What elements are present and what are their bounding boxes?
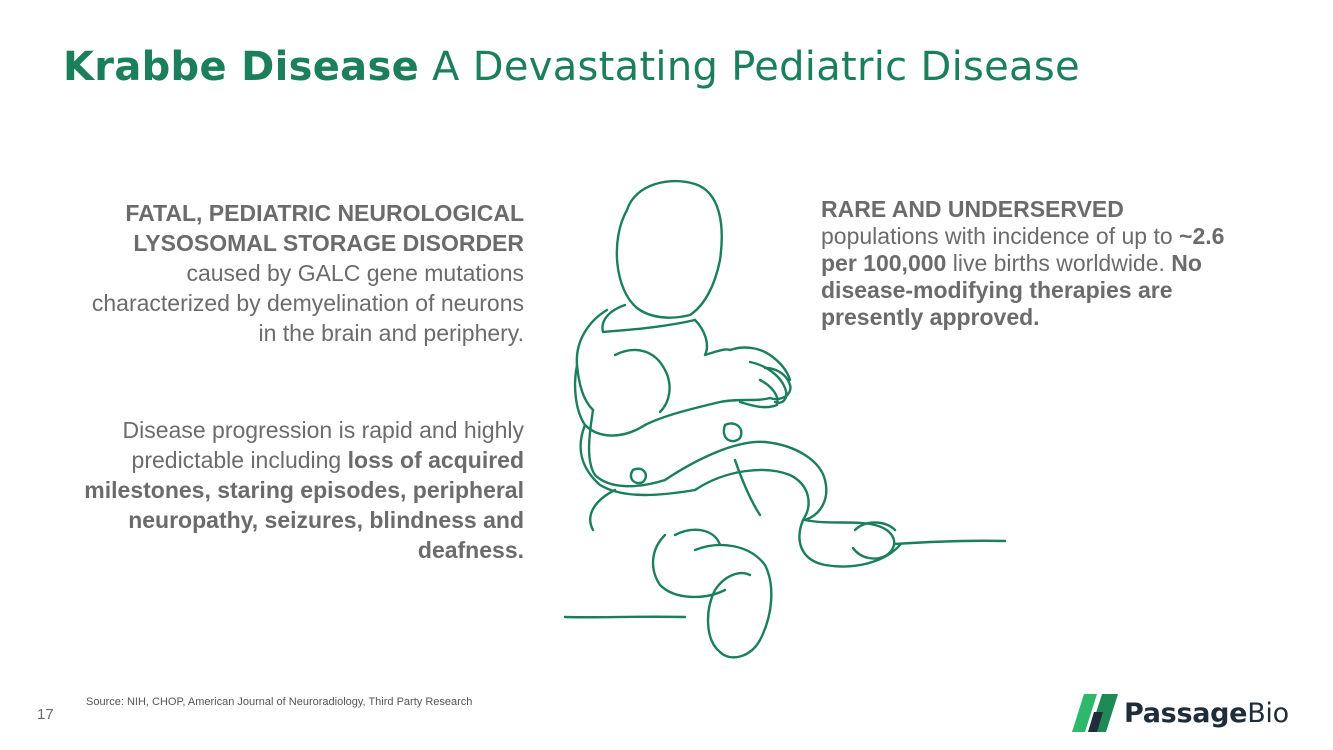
incidence-heading: RARE AND UNDERSERVED (821, 196, 1124, 222)
baby-line-drawing-icon (555, 170, 1015, 670)
logo-wordmark (1124, 698, 1289, 729)
progression-text: Disease progression is rapid and highly predictable including (122, 417, 524, 473)
logo-wordmark-bold: Passage (1124, 697, 1248, 729)
progression-symptoms: loss of acquired milestones, staring episodes, peripheral neuropathy, seizures, blindness and deafness. (84, 447, 524, 563)
incidence-text-1: populations with incidence of up to (821, 223, 1180, 249)
page-number: 17 (37, 706, 54, 723)
passage-bio-logo (1072, 694, 1289, 732)
progression-description (80, 415, 524, 565)
passage-bio-logo-icon (1072, 694, 1118, 732)
disorder-description (80, 198, 524, 348)
slide-title (63, 44, 1080, 90)
disorder-text: caused by GALC gene mutations characterized by demyelination of neurons in the brain and periphery. (91, 260, 524, 346)
slide-title-rest: A Devastating Pediatric Disease (419, 44, 1080, 90)
incidence-stat: ~2.6 per 100,000 (821, 223, 1225, 276)
slide-title-bold: Krabbe Disease (63, 44, 420, 90)
incidence-text-2: live births worldwide. (946, 250, 1172, 276)
no-therapies-statement: No disease-modifying therapies are presently approved. (821, 250, 1202, 330)
logo-wordmark-light: Bio (1247, 697, 1289, 729)
disorder-heading: FATAL, PEDIATRIC NEUROLOGICAL LYSOSOMAL STORAGE DISORDER (125, 200, 524, 256)
source-note: Source: NIH, CHOP, American Journal of Neuroradiology, Third Party Research (86, 696, 473, 708)
